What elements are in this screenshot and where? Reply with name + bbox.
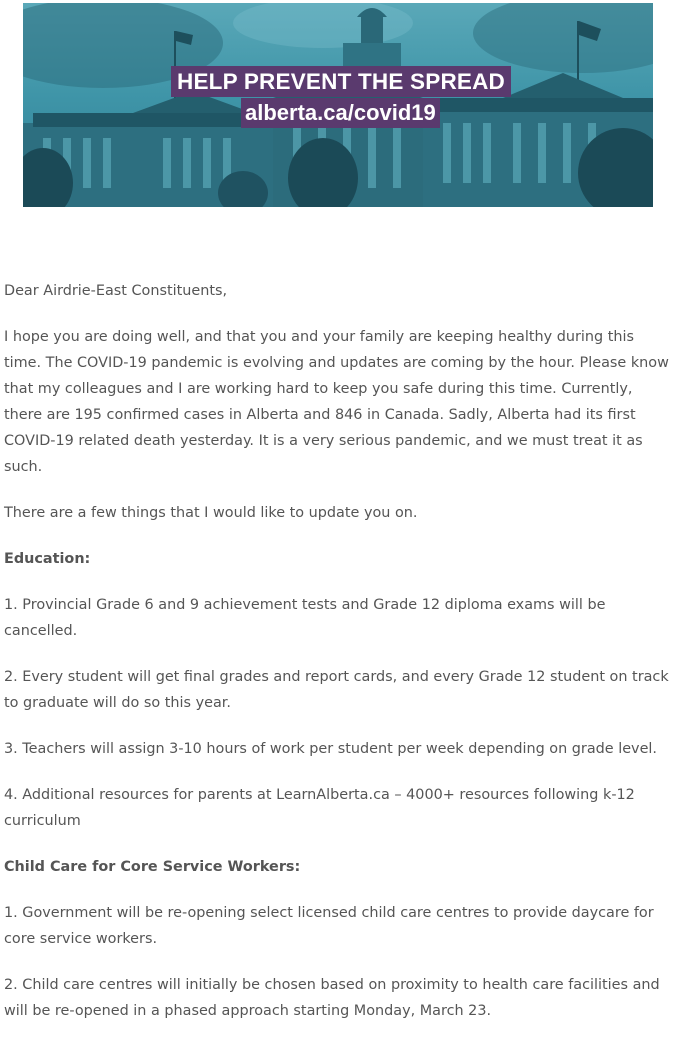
- education-item-3: 3. Teachers will assign 3-10 hours of work per student per week depending on grade level.: [4, 741, 658, 757]
- childcare-heading: Child Care for Core Service Workers:: [4, 859, 301, 875]
- education-item-2: 2. Every student will get final grades and report cards, and every Grade 12 student on track to graduate will do so this year.: [4, 669, 669, 711]
- banner-url[interactable]: alberta.ca/covid19: [241, 98, 440, 128]
- intro-paragraph: I hope you are doing well, and that you and your family are keeping healthy during this time. The COVID-19 pandemic is evolving and updates are coming by the hour. Please know that my colleagues and I are working hard to keep you safe during this time. Currently, there are 195 confirmed cases in Alberta and 846 in Canada. Sadly, Alberta had its first COVID-19 related death yesterday. It is a very serious pandemic, and we must treat it as such.: [4, 329, 669, 475]
- update-intro: There are a few things that I would like to update you on.: [4, 505, 418, 521]
- covid-banner[interactable]: [23, 3, 653, 207]
- greeting: Dear Airdrie-East Constituents,: [4, 283, 228, 299]
- education-item-1: 1. Provincial Grade 6 and 9 achievement tests and Grade 12 diploma exams will be cancelled.: [4, 597, 606, 639]
- letter-body: [4, 278, 672, 1044]
- education-item-4: 4. Additional resources for parents at LearnAlberta.ca – 4000+ resources following k-12 curriculum: [4, 787, 635, 829]
- education-heading: Education:: [4, 551, 91, 567]
- childcare-item-2: 2. Child care centres will initially be chosen based on proximity to health care facilities and will be re-opened in a phased approach starting Monday, March 23.: [4, 977, 660, 1019]
- childcare-item-1: 1. Government will be re-opening select licensed child care centres to provide daycare for core service workers.: [4, 905, 654, 947]
- banner-headline: HELP PREVENT THE SPREAD: [171, 66, 511, 97]
